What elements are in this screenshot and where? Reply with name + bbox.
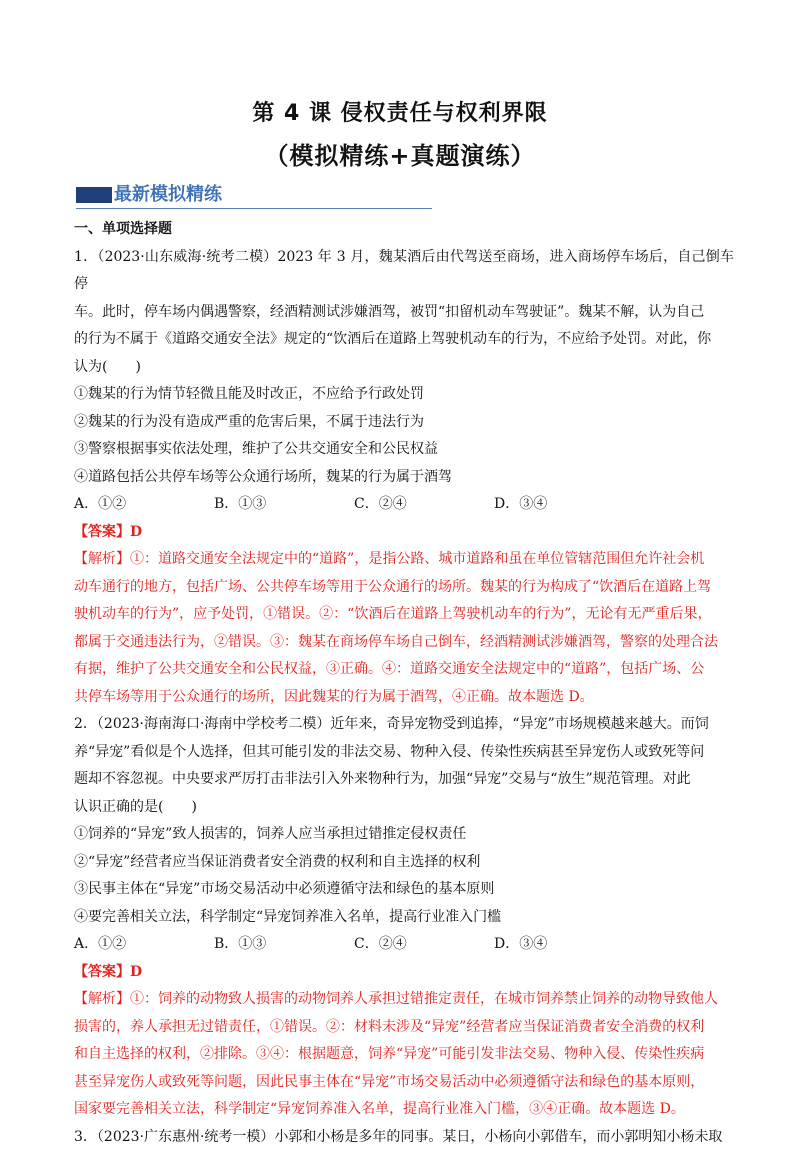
analysis-line: 和自主选择的权利，②排除。③④：根据题意，饲养“异宠”可能引发非法交易、物种入侵、传染性疾病 xyxy=(74,1041,734,1069)
analysis-line: 有据，维护了公共交通安全和公民权益，③正确。④：道路交通安全法规定中的“道路”，包括广场、公 xyxy=(74,656,734,684)
option-b: B．①③ xyxy=(214,931,354,959)
page-title: 第 4 课 侵权责任与权利界限 xyxy=(0,96,800,127)
option-a: A．①② xyxy=(74,931,214,959)
analysis-line: 【解析】①：道路交通安全法规定中的“道路”，是指公路、城市道路和虽在单位管辖范围但允许社会机 xyxy=(74,546,734,574)
choice-item: ②“异宠”经营者应当保证消费者安全消费的权利和自主选择的权利 xyxy=(74,849,734,877)
analysis-line: 甚至异宠伤人或致死等问题，因此民事主体在“异宠”市场交易活动中必须遵循守法和绿色的基本原则， xyxy=(74,1069,734,1097)
question-2 xyxy=(74,711,734,1124)
choice-item: ③民事主体在“异宠”市场交易活动中必须遵循守法和绿色的基本原则 xyxy=(74,876,734,904)
question-line: 养“异宠”看似是个人选择，但其可能引发的非法交易、物种入侵、传染性疾病甚至异宠伤人或致死等问 xyxy=(74,739,734,767)
analysis-line: 损害的，养人承担无过错责任，①错误。②：材料未涉及“异宠”经营者应当保证消费者安全消费的权利 xyxy=(74,1014,734,1042)
part-heading: 一、单项选择题 xyxy=(74,216,734,244)
question-line: 的行为不属于《道路交通安全法》规定的“饮酒后在道路上驾驶机动车的行为，不应给予处罚。对此，你 xyxy=(74,326,734,354)
choice-item: ①魏某的行为情节轻微且能及时改正，不应给予行政处罚 xyxy=(74,381,734,409)
choice-item: ④道路包括公共停车场等公众通行场所，魏某的行为属于酒驾 xyxy=(74,464,734,492)
choice-item: ②魏某的行为没有造成严重的危害后果，不属于违法行为 xyxy=(74,409,734,437)
option-d: D．③④ xyxy=(494,491,634,519)
answer-label: 【答案】D xyxy=(74,959,734,987)
answer-options xyxy=(74,931,734,959)
section-label: 最新模拟精练 xyxy=(114,180,222,206)
analysis-line: 国家要完善相关立法，科学制定“异宠饲养准入名单，提高行业准入门槛，③④正确。故本题选 D。 xyxy=(74,1096,734,1124)
analysis-line: 都属于交通违法行为，②错误。③：魏某在商场停车场自己倒车，经酒精测试涉嫌酒驾，警察的处理合法 xyxy=(74,629,734,657)
question-3 xyxy=(74,1124,734,1151)
analysis-line: 驶机动车的行为”，应予处罚，①错误。②：“饮酒后在道路上驾驶机动车的行为”，无论有无严重后果， xyxy=(74,601,734,629)
choice-item: ③警察根据事实依法处理，维护了公共交通安全和公民权益 xyxy=(74,436,734,464)
question-line: 认识正确的是( ) xyxy=(74,794,734,822)
option-c: C．②④ xyxy=(354,491,494,519)
question-line: 车。此时，停车场内偶遇警察，经酒精测试涉嫌酒驾，被罚“扣留机动车驾驶证”。魏某不解，认为自己 xyxy=(74,299,734,327)
question-line: 3．（2023·广东惠州·统考一模）小郭和小杨是多年的同事。某日，小杨向小郭借车，而小郭明知小杨未取 xyxy=(74,1124,734,1151)
question-1 xyxy=(74,244,734,712)
question-line: 2．（2023·海南海口·海南中学校考二模）近年来，奇异宠物受到追捧，“异宠”市场规模越来越大。而饲 xyxy=(74,711,734,739)
banner-bar xyxy=(76,187,112,203)
answer-label: 【答案】D xyxy=(74,519,734,547)
content-body xyxy=(74,216,734,1151)
choice-item: ④要完善相关立法，科学制定“异宠饲养准入名单，提高行业准入门槛 xyxy=(74,904,734,932)
question-line: 题却不容忽视。中央要求严厉打击非法引入外来物种行为，加强“异宠”交易与“放生”规范管理。对此 xyxy=(74,766,734,794)
question-line: 认为( ) xyxy=(74,354,734,382)
analysis-line: 【解析】①：饲养的动物致人损害的动物饲养人承担过错推定责任，在城市饲养禁止饲养的动物导致他人 xyxy=(74,986,734,1014)
question-line: 1．（2023·山东威海·统考二模）2023 年 3 月，魏某酒后由代驾送至商场，进入商场停车场后，自己倒车停 xyxy=(74,244,734,299)
page-subtitle: （模拟精练+真题演练） xyxy=(0,136,800,171)
option-c: C．②④ xyxy=(354,931,494,959)
option-a: A．①② xyxy=(74,491,214,519)
section-banner xyxy=(76,180,432,209)
option-d: D．③④ xyxy=(494,931,634,959)
analysis-line: 共停车场等用于公众通行的场所，因此魏某的行为属于酒驾，④正确。故本题选 D。 xyxy=(74,684,734,712)
answer-options xyxy=(74,491,734,519)
analysis-line: 动车通行的地方，包括广场、公共停车场等用于公众通行的场所。魏某的行为构成了“饮酒后在道路上驾 xyxy=(74,574,734,602)
choice-item: ①饲养的“异宠”致人损害的，饲养人应当承担过错推定侵权责任 xyxy=(74,821,734,849)
option-b: B．①③ xyxy=(214,491,354,519)
